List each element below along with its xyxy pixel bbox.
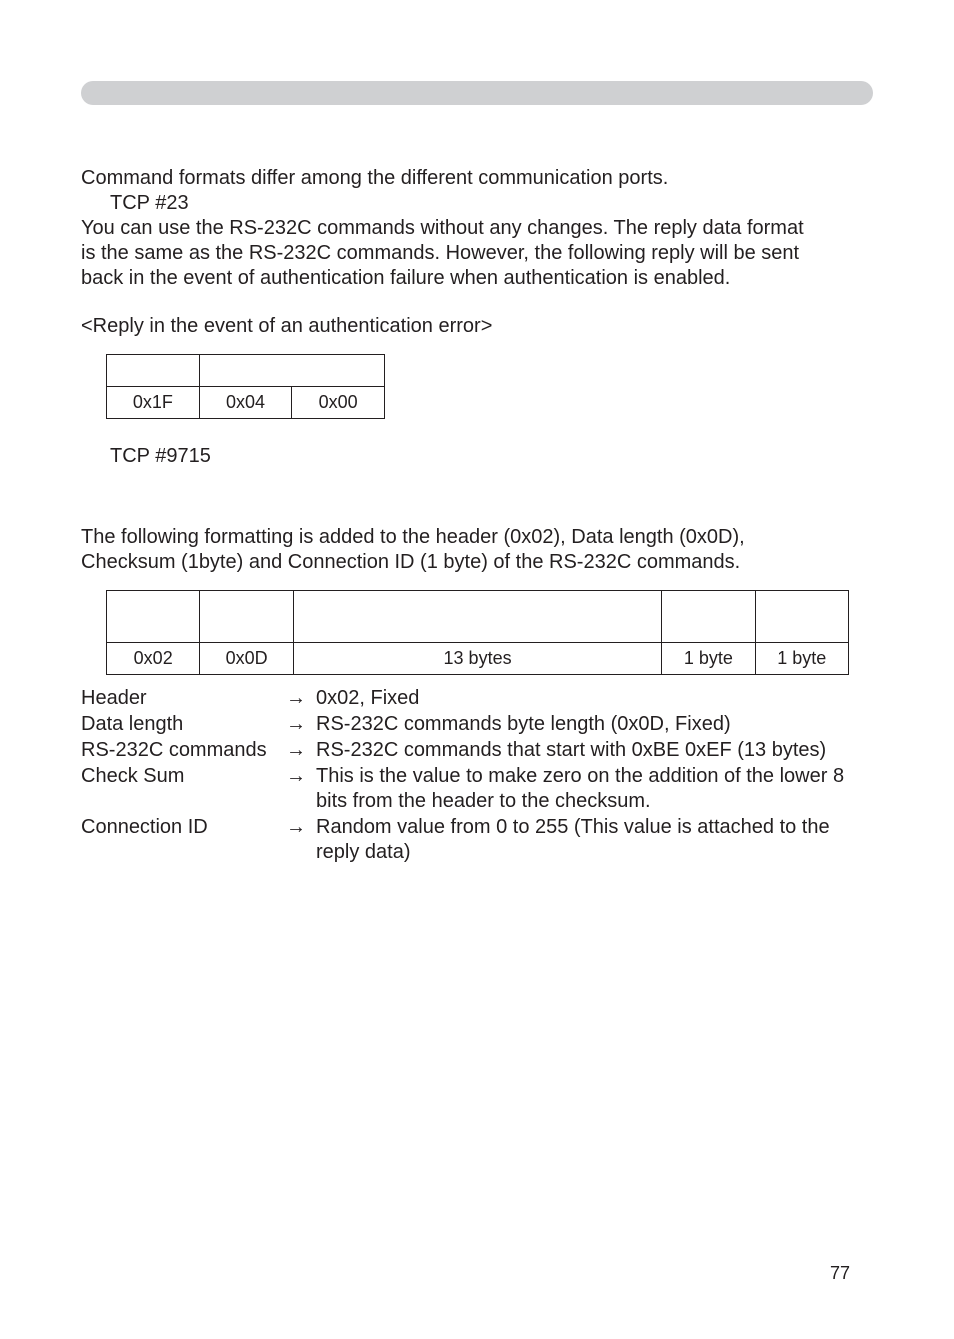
- definition-row: [81, 815, 876, 865]
- definition-description: 0x02, Fixed: [316, 687, 420, 709]
- format-header-cell: [662, 591, 755, 643]
- format-header-cell: [200, 591, 293, 643]
- definition-description: RS-232C commands that start with 0xBE 0xEF (13 bytes): [316, 739, 827, 761]
- auth-error-header-cell: [199, 355, 384, 387]
- auth-error-caption: <Reply in the event of an authentication error>: [81, 315, 493, 337]
- tcp9715-label: TCP #9715: [110, 445, 211, 467]
- definition-row: [81, 712, 876, 737]
- arrow-icon: →: [286, 739, 306, 761]
- definition-row: [81, 686, 876, 711]
- definition-term: Connection ID: [81, 816, 208, 838]
- tcp23-paragraph-line: is the same as the RS-232C commands. However, the following reply will be sent: [81, 242, 800, 264]
- arrow-icon: →: [286, 765, 306, 787]
- tcp9715-paragraph-line: The following formatting is added to the header (0x02), Data length (0x0D),: [81, 526, 745, 548]
- tcp23-label: TCP #23: [110, 192, 189, 214]
- tcp23-paragraph-line: You can use the RS-232C commands without any changes. The reply data format: [81, 217, 804, 239]
- format-value-cell: 0x0D: [200, 643, 293, 675]
- format-value-cell: 1 byte: [662, 643, 755, 675]
- intro-line: Command formats differ among the different communication ports.: [81, 167, 669, 189]
- format-value-cell: 13 bytes: [293, 643, 661, 675]
- definition-description: RS-232C commands byte length (0x0D, Fixed): [316, 713, 731, 735]
- definition-term: Check Sum: [81, 765, 185, 787]
- format-header-cell: [107, 591, 200, 643]
- format-value-cell: 1 byte: [755, 643, 848, 675]
- tcp9715-paragraph-line: Checksum (1byte) and Connection ID (1 byte) of the RS-232C commands.: [81, 551, 741, 573]
- arrow-icon: →: [286, 816, 306, 838]
- definition-description: This is the value to make zero on the addition of the lower 8 bits from the header to the checksum.: [316, 765, 845, 812]
- tcp23-paragraph-line: back in the event of authentication failure when authentication is enabled.: [81, 267, 731, 289]
- definition-row: [81, 764, 876, 814]
- field-definitions: [81, 686, 876, 866]
- definition-term: RS-232C commands: [81, 739, 267, 761]
- format-value-cell: 0x02: [107, 643, 200, 675]
- definition-row: [81, 738, 876, 763]
- page-number: 77: [830, 1263, 851, 1283]
- definition-term: Data length: [81, 713, 184, 735]
- definition-description: Random value from 0 to 255 (This value is attached to the reply data): [316, 816, 830, 863]
- arrow-icon: →: [286, 687, 306, 709]
- arrow-icon: →: [286, 713, 306, 735]
- tcp9715-format-table: [106, 590, 849, 675]
- format-header-cell: [293, 591, 661, 643]
- section-header-bar: [81, 81, 873, 105]
- format-header-cell: [755, 591, 848, 643]
- auth-error-value-cell: 0x00: [292, 387, 385, 419]
- auth-error-table: [106, 354, 385, 419]
- definition-term: Header: [81, 687, 147, 709]
- auth-error-header-cell: [107, 355, 200, 387]
- auth-error-value-cell: 0x1F: [107, 387, 200, 419]
- auth-error-value-cell: 0x04: [199, 387, 292, 419]
